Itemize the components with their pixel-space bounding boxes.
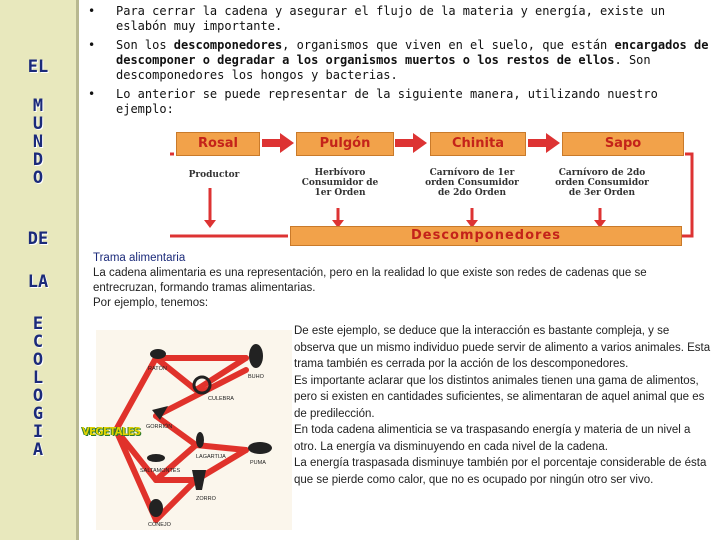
bullet-item — [88, 4, 710, 34]
lizard-icon — [196, 432, 204, 448]
bullet-item — [88, 87, 710, 117]
web-label-snake: CULEBRA — [208, 396, 234, 402]
owl-icon — [249, 344, 263, 368]
chain-box-chinita: Chinita — [430, 132, 526, 156]
arrow-icon — [170, 154, 288, 236]
bullet-list — [88, 4, 710, 121]
web-label-puma: PUMA — [250, 460, 266, 466]
bullet-dot: • — [88, 87, 96, 101]
sidebar-divider — [76, 0, 79, 540]
bullet-dot: • — [88, 38, 96, 52]
arrow-icon — [682, 154, 692, 236]
sidebar-word-la: LA — [27, 272, 49, 292]
arrow-icon — [262, 133, 294, 153]
role-label: Carnívoro de 1er orden Consumidor de 2do Orden — [425, 168, 519, 198]
arrow-icon — [528, 133, 560, 153]
bullet-dot: • — [88, 4, 96, 18]
letter: G — [32, 404, 44, 424]
explanation-text — [294, 323, 712, 488]
bullet-text-post: . Son descomponedores los hongos y bacterias. — [116, 53, 651, 82]
role-label: Carnívoro de 2do orden Consumidor de 3er Orden — [555, 168, 649, 198]
web-label-rabbit: CONEJO — [148, 522, 171, 528]
sidebar-word-mundo — [0, 97, 76, 187]
arrow-icon — [204, 220, 216, 228]
mouse-icon — [150, 349, 166, 359]
trama-section — [93, 251, 713, 311]
letter: I — [32, 422, 44, 442]
sidebar-word-el: EL — [27, 57, 49, 77]
letter: M — [32, 96, 44, 116]
bullet-item — [88, 38, 710, 83]
role-label: Productor — [188, 170, 240, 180]
web-label-bird: GORRIÓN — [146, 424, 173, 430]
fox-icon — [192, 470, 206, 490]
chain-box-sapo: Sapo — [562, 132, 684, 156]
chain-box-pulgon: Pulgón — [296, 132, 394, 156]
bullet-text: Lo anterior se puede representar de la siguiente manera, utilizando nuestro ejemplo: — [116, 87, 658, 116]
web-label-owl: BUHO — [248, 374, 264, 380]
grasshopper-icon — [147, 454, 165, 462]
vegetales-label: VEGETALES — [82, 425, 141, 438]
web-label-lizard: LAGARTIJA — [196, 454, 226, 460]
arrow-icon — [395, 133, 427, 153]
letter: U — [32, 114, 44, 134]
rabbit-icon — [149, 499, 163, 517]
chain-box-rosal: Rosal — [176, 132, 260, 156]
bullet-text-pre: Son los — [116, 38, 174, 52]
letter: N — [32, 132, 44, 152]
letter: O — [32, 386, 44, 406]
paragraph: En toda cadena alimenticia se va traspasando energía y materia de un nivel a otro. La energía va disminuyendo en cada nivel de la cadena. — [294, 424, 691, 453]
letter: L — [32, 368, 44, 388]
letter: O — [32, 168, 44, 188]
trama-paragraph: La cadena alimentaria es una representación, pero en la realidad lo que existe son redes de cadenas que se entrecruzan, formando tramas alimentarias. — [93, 267, 647, 294]
role-label: Herbívoro Consumidor de 1er Orden — [301, 168, 379, 198]
bullet-bold-phrase: encargados de descomponer o degradar a los organismos muertos o los restos de ellos — [116, 38, 709, 67]
sidebar-word-ecologia — [0, 315, 76, 459]
sidebar-word-de: DE — [27, 229, 49, 249]
letter: E — [32, 314, 44, 334]
bullet-text: Para cerrar la cadena y asegurar el flujo de la materia y energía, existe un eslabón muy importante. — [116, 4, 666, 33]
web-label-fox: ZORRO — [196, 496, 216, 502]
paragraph: La energía traspasada disminuye también por el porcentaje considerable de ésta que se pierde como calor, que no es ocupado por ningún otro ser vivo. — [294, 457, 707, 486]
puma-icon — [248, 442, 272, 454]
letter: A — [32, 440, 44, 460]
food-chain-diagram — [170, 128, 700, 246]
descomponedores-bar: Descomponedores — [290, 226, 682, 246]
section-title: Trama alimentaria — [93, 252, 186, 264]
bullet-bold-term: descomponedores — [173, 38, 283, 52]
letter: D — [32, 150, 44, 170]
paragraph: De este ejemplo, se deduce que la interacción es bastante compleja, y se observa que un mismo individuo puede servir de alimento a varios animales. Esta trama también es cerrada por la acción de los descomponedores. — [294, 325, 711, 370]
letter: O — [32, 350, 44, 370]
letter: C — [32, 332, 44, 352]
web-label-grasshopper: SALTAMONTES — [140, 468, 181, 474]
bullet-text-mid: , organismos que viven en el suelo, que están — [282, 38, 615, 52]
web-label-mouse: RATÓN — [148, 366, 167, 372]
trama-example-label: Por ejemplo, tenemos: — [93, 297, 209, 309]
paragraph: Es importante aclarar que los distintos animales tienen una gama de alimentos, pero si existen en cantidades suficientes, se alimentaran de aquel animal que es de predilección. — [294, 374, 705, 420]
